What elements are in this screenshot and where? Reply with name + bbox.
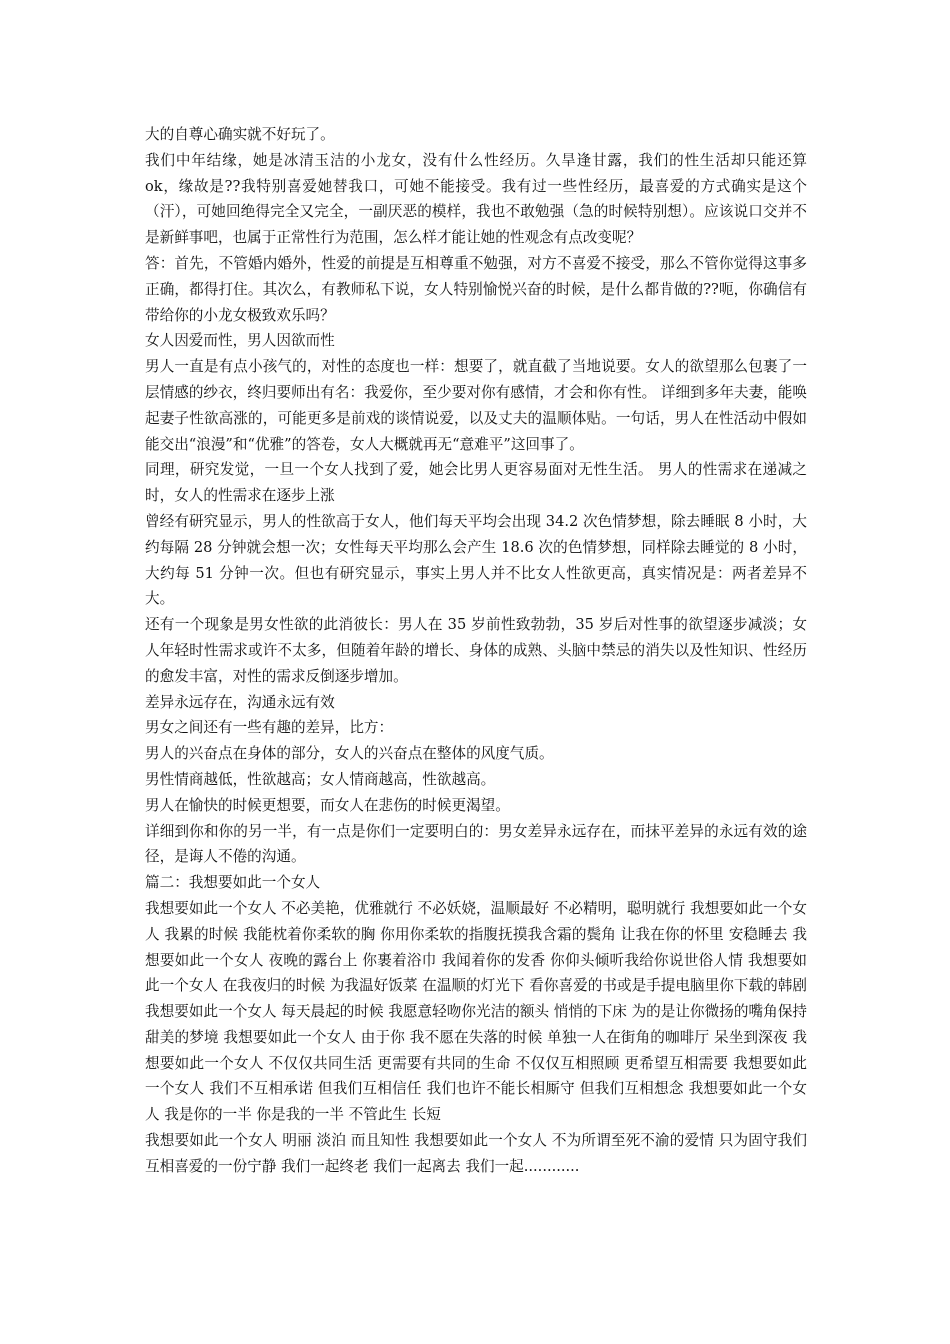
- paragraph: 曾经有研究显示，男人的性欲高于女人，他们每天平均会出现 34.2 次色情梦想，除去睡眠 8 小时，大约每隔 28 分钟就会想一次；女性每天平均那么会产生 18.6 次的色情梦想，同样除去睡觉的 8 小时，大约每 51 分钟一次。但也有研究显示，事实上男人并不比女人性欲更高，真实情况是：两者差异不大。: [145, 512, 807, 608]
- section-heading: 女人因爱而性，男人因欲而性: [145, 332, 335, 350]
- section-heading: 差异永远存在，沟通永远有效: [145, 693, 335, 711]
- paragraph: 答：首先，不管婚内婚外，性爱的前提是互相尊重不勉强，对方不喜爱不接受，那么不管你觉得这事多正确，都得打住。其次么，有教师私下说，女人特别愉悦兴奋的时候，是什么都肯做的??呃，你确信有带给你的小龙女极致欢乐吗？: [145, 254, 807, 324]
- paragraph: 我们中年结缘，她是冰清玉洁的小龙女，没有什么性经历。久旱逢甘露，我们的性生活却只能还算 ok，缘故是??我特别喜爱她替我口，可她不能接受。我有过一些性经历，最喜爱的方式确实是这个（汗），可她回绝得完全又完全，一副厌恶的模样，我也不敢勉强（急的时候特别想）。应该说口交并不是新鲜事吧，也属于正常性行为范围，怎么样才能让她的性观念有点改变呢？: [145, 151, 807, 247]
- paragraph: 男人在愉快的时候更想要，而女人在悲伤的时候更渴望。: [145, 796, 510, 814]
- paragraph: 我想要如此一个女人 不必美艳，优雅就行 不必妖娆，温顺最好 不必精明，聪明就行 我想要如此一个女人 我累的时候 我能枕着你柔软的胸 你用你柔软的指腹抚摸我含霜的鬓角 让我在你的怀里 安稳睡去 我想要如此一个女人 夜晚的露台上 你裹着浴巾 我闻着你的发香 你仰头倾听我给你说世俗人情 我想要如此一个女人 在我夜归的时候 为我温好饭菜 在温顺的灯光下 看你喜爱的书或是手提电脑里你下载的韩剧 我想要如此一个女人 每天晨起的时候 我愿意轻吻你光洁的额头 悄悄的下床 为的是让你微扬的嘴角保持甜美的梦境 我想要如此一个女人 由于你 我不愿在失落的时候 单独一人在街角的咖啡厅 呆坐到深夜 我想要如此一个女人 不仅仅共同生活 更需要有共同的生命 不仅仅互相照顾 更希望互相需要 我想要如此一个女人 我们不互相承诺 但我们互相信任 我们也许不能长相厮守 但我们互相想念 我想要如此一个女人 我是你的一半 你是我的一半 不管此生 长短: [145, 899, 807, 1124]
- paragraph: 大的自尊心确实就不好玩了。: [145, 126, 335, 143]
- paragraph: 还有一个现象是男女性欲的此消彼长：男人在 35 岁前性致勃勃，35 岁后对性事的欲望逐步减淡；女人年轻时性需求或许不太多，但随着年龄的增长、身体的成熟、头脑中禁忌的消失以及性知识、性经历的愈发丰富，对性的需求反倒逐步增加。: [145, 616, 807, 685]
- paragraph: 男性情商越低，性欲越高；女人情商越高，性欲越高。: [145, 770, 496, 788]
- paragraph: 我想要如此一个女人 明丽 淡泊 而且知性 我想要如此一个女人 不为所谓至死不渝的爱情 只为固守我们互相喜爱的一份宁静 我们一起终老 我们一起离去 我们一起............: [145, 1132, 807, 1175]
- paragraph: 男人的兴奋点在身体的部分，女人的兴奋点在整体的风度气质。: [145, 745, 554, 763]
- chapter-heading: 篇二：我想要如此一个女人: [145, 874, 321, 892]
- paragraph: 同理，研究发觉，一旦一个女人找到了爱，她会比男人更容易面对无性生活。 男人的性需求在递减之时，女人的性需求在逐步上涨: [145, 461, 807, 505]
- paragraph: 详细到你和你的另一半，有一点是你们一定要明白的：男女差异永远存在，而抹平差异的永远有效的途径，是诲人不倦的沟通。: [145, 822, 807, 866]
- paragraph: 男女之间还有一些有趣的差异，比方：: [145, 719, 394, 737]
- document-body: [145, 122, 807, 1180]
- paragraph: 男人一直是有点小孩气的，对性的态度也一样：想要了，就直截了当地说要。女人的欲望那么包裹了一层情感的纱衣，终归要师出有名：我爱你，至少要对你有感情，才会和你有性。 详细到多年夫妻，能唤起妻子性欲高涨的，可能更多是前戏的谈情说爱，以及丈夫的温顺体贴。一句话，男人在性活动中假如能交出“浪漫”和“优雅”的答卷，女人大概就再无“意难平”这回事了。: [145, 358, 807, 453]
